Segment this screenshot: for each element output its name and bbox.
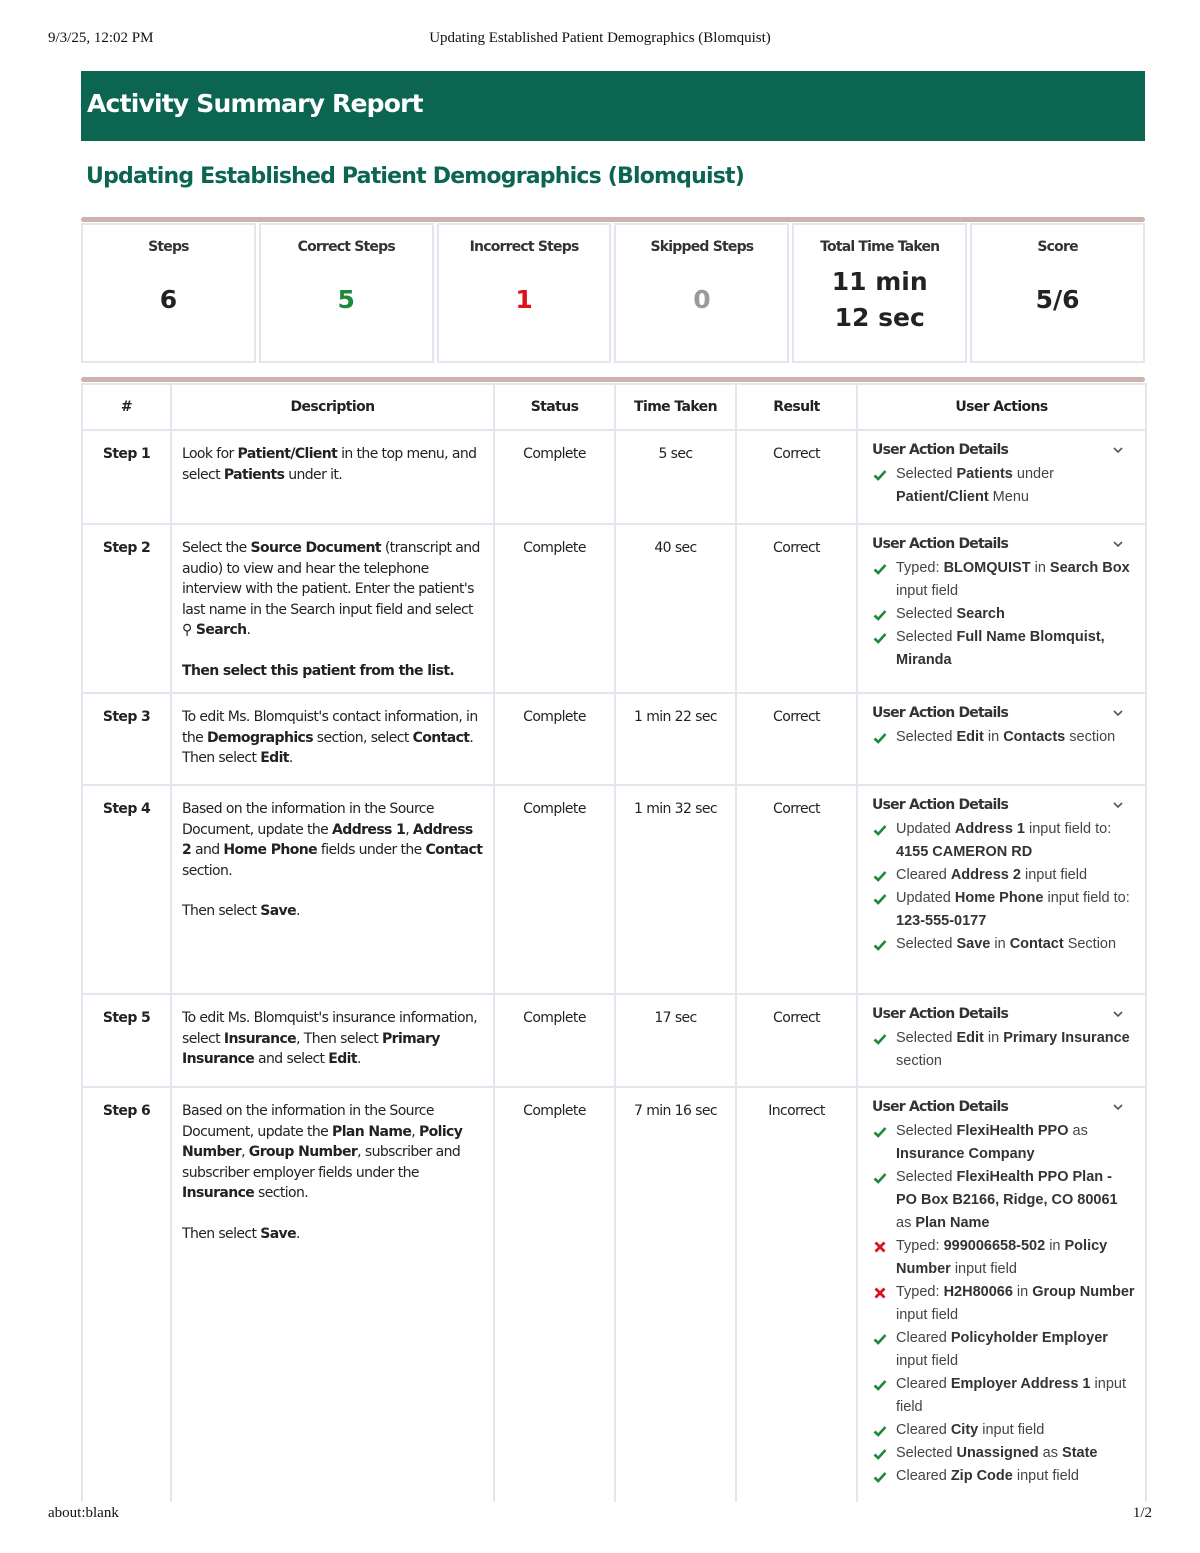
step-result: Correct — [736, 524, 857, 693]
description-text: section. — [182, 862, 233, 879]
table-row — [82, 994, 1146, 1087]
action-item — [872, 1442, 1135, 1465]
action-text: Cleared — [896, 1376, 951, 1392]
description-text: Contact — [425, 842, 483, 858]
step-result: Correct — [736, 994, 857, 1087]
action-text: Search Box — [1049, 560, 1130, 576]
check-icon — [873, 631, 887, 645]
action-text: Zip Code — [950, 1468, 1013, 1484]
step-time: 40 sec — [615, 524, 736, 693]
summary-label: Score — [1037, 239, 1078, 255]
print-url: about:blank — [48, 1505, 119, 1521]
action-item — [872, 1327, 1135, 1373]
col-header-description: Description — [171, 384, 494, 430]
description-text: To edit Ms. Blomquist's contact information, in the — [182, 709, 478, 746]
step-status: Complete — [494, 524, 615, 693]
action-text: 4155 CAMERON RD — [896, 844, 1033, 860]
user-action-details-label: User Action Details — [872, 796, 1009, 813]
description-text: , — [241, 1144, 249, 1160]
description-text: Address 1 — [332, 821, 406, 838]
description-text: Group Number — [248, 1144, 358, 1160]
description-text: Patients — [223, 466, 285, 483]
action-text: Updated — [896, 890, 955, 906]
description-text: ⚲ Search — [182, 622, 247, 638]
description-text: Save — [260, 1225, 296, 1242]
summary-label: Skipped Steps — [650, 239, 754, 255]
action-text: input field — [1020, 867, 1088, 883]
step-time: 1 min 32 sec — [615, 785, 736, 994]
action-text: in — [983, 729, 1004, 745]
description-text: , — [405, 821, 413, 838]
step-number: Step 1 — [82, 430, 171, 524]
action-text: Typed: — [896, 1238, 944, 1254]
check-icon — [873, 608, 887, 622]
step-status: Complete — [494, 994, 615, 1087]
chevron-down-icon[interactable] — [1113, 445, 1123, 455]
action-item — [872, 557, 1135, 603]
action-text: input field — [896, 1353, 959, 1369]
step-user-actions — [857, 693, 1146, 785]
description-text: Insurance — [182, 1185, 255, 1201]
description-paragraph — [182, 1101, 483, 1204]
action-text: as — [1068, 1123, 1088, 1139]
step-number: Step 6 — [82, 1087, 171, 1502]
action-text: Insurance Company — [896, 1146, 1035, 1162]
description-text: Select the — [182, 540, 251, 556]
action-list — [872, 1027, 1135, 1073]
description-text: Based on the information in the Source Document, update the — [182, 801, 434, 838]
action-text: section — [896, 1053, 942, 1069]
action-text: Contact — [1009, 936, 1064, 952]
description-text: . — [288, 750, 293, 766]
description-text: under it. — [284, 466, 343, 483]
check-icon — [873, 1378, 887, 1392]
print-title: Updating Established Patient Demographics (Blomquist) — [429, 30, 771, 46]
action-text: Typed: — [896, 1284, 944, 1300]
action-text: Home Phone — [954, 890, 1044, 906]
description-text: Demographics — [207, 729, 313, 746]
action-text: Cleared — [896, 1330, 951, 1346]
action-text: H2H80066 — [943, 1284, 1013, 1300]
action-text: Policyholder Employer — [950, 1330, 1108, 1346]
step-status: Complete — [494, 785, 615, 994]
user-action-details-toggle[interactable] — [872, 1003, 1135, 1025]
user-action-details-label: User Action Details — [872, 1098, 1009, 1115]
steps-table — [81, 383, 1147, 1502]
description-text: Plan Name — [332, 1123, 412, 1140]
col-header-status: Status — [494, 384, 615, 430]
check-icon — [873, 823, 887, 837]
user-action-details-label: User Action Details — [872, 704, 1009, 721]
action-text: Plan Name — [915, 1215, 990, 1231]
check-icon — [873, 1032, 887, 1046]
action-text: as — [1038, 1445, 1063, 1461]
user-action-details-label: User Action Details — [872, 441, 1009, 458]
description-text: Source Document — [250, 540, 381, 556]
step-description — [171, 994, 494, 1087]
action-text: Employer Address 1 — [950, 1376, 1091, 1392]
action-item — [872, 1166, 1135, 1235]
action-text: input field — [950, 1261, 1017, 1277]
action-text: City — [950, 1422, 979, 1438]
action-text: in — [1045, 1238, 1065, 1254]
action-text: Selected — [896, 1169, 957, 1185]
description-text: Address 2 — [182, 821, 473, 858]
print-footer — [48, 1505, 1152, 1525]
step-number: Step 4 — [82, 785, 171, 994]
summary-incorrect — [437, 223, 612, 363]
summary-value: 11 min 12 sec — [831, 267, 928, 332]
chevron-down-icon[interactable] — [1113, 1009, 1123, 1019]
action-list — [872, 726, 1135, 749]
user-action-details-toggle[interactable] — [872, 1096, 1135, 1118]
table-row — [82, 693, 1146, 785]
action-item — [872, 1120, 1135, 1166]
summary-skipped — [614, 223, 789, 363]
action-text: Selected — [896, 729, 957, 745]
action-text: Patient/Client — [896, 489, 989, 505]
step-description — [171, 693, 494, 785]
action-text: 999006658-502 — [943, 1238, 1046, 1254]
step-user-actions — [857, 994, 1146, 1087]
summary-label: Steps — [148, 239, 189, 255]
action-text: Selected — [896, 936, 957, 952]
step-time: 17 sec — [615, 994, 736, 1087]
action-text: FlexiHealth PPO Plan - PO Box B2166, Ridge, CO 80061 — [896, 1169, 1118, 1208]
action-item — [872, 626, 1135, 672]
action-item — [872, 1465, 1135, 1488]
activity-title: Updating Established Patient Demographics (Blomquist) — [86, 164, 744, 189]
step-result: Correct — [736, 785, 857, 994]
description-paragraph — [182, 901, 483, 922]
description-text: Primary Insurance — [182, 1030, 440, 1067]
action-text: in — [1030, 560, 1050, 576]
cross-icon — [873, 1240, 887, 1254]
action-text: in — [1012, 1284, 1033, 1300]
action-text: Selected — [896, 1030, 957, 1046]
description-text: Contact — [412, 729, 470, 746]
description-text: section, select — [312, 729, 413, 746]
print-header — [48, 30, 1152, 50]
step-status: Complete — [494, 693, 615, 785]
chevron-down-icon[interactable] — [1113, 1102, 1123, 1112]
description-text: . — [295, 903, 300, 919]
action-text: FlexiHealth PPO — [956, 1123, 1069, 1139]
col-header-result: Result — [736, 384, 857, 430]
action-text: input field — [896, 1307, 959, 1323]
description-text: in the top menu, and select — [182, 446, 477, 483]
description-text: Patient/Client — [237, 446, 338, 462]
description-text: fields under the — [317, 842, 426, 858]
description-text: (transcript and audio) to view and hear the telephone interview with the patient. Enter the patient's last name in the Search input field and select — [182, 540, 480, 618]
description-text: . Then select — [182, 729, 474, 766]
description-text: Save — [260, 903, 296, 919]
step-result: Correct — [736, 693, 857, 785]
description-paragraph — [182, 1008, 483, 1070]
action-text: Search — [956, 606, 1005, 622]
step-description — [171, 524, 494, 693]
description-text: Insurance — [223, 1030, 297, 1047]
action-item — [872, 933, 1135, 956]
description-text: , — [411, 1123, 419, 1140]
description-text: Home Phone — [223, 842, 318, 858]
action-item — [872, 603, 1135, 626]
action-text: section — [1065, 729, 1116, 745]
action-text: Edit — [956, 729, 984, 745]
step-time: 1 min 22 sec — [615, 693, 736, 785]
action-list — [872, 1120, 1135, 1488]
description-paragraph — [182, 444, 483, 485]
action-text: input field — [896, 1376, 1126, 1415]
check-icon — [873, 938, 887, 952]
action-item — [872, 1419, 1135, 1442]
action-text: 123-555-0177 — [896, 913, 987, 929]
summary-label: Correct Steps — [297, 239, 395, 255]
check-icon — [873, 562, 887, 576]
step-number: Step 2 — [82, 524, 171, 693]
description-text: Based on the information in the Source Document, update the — [182, 1103, 434, 1140]
action-item — [872, 864, 1135, 887]
table-row — [82, 430, 1146, 524]
action-item — [872, 1235, 1135, 1281]
action-text: Cleared — [896, 1468, 951, 1484]
check-icon — [873, 1447, 887, 1461]
description-text: Then select — [182, 903, 261, 919]
action-text: Selected — [896, 606, 957, 622]
summary-value: 1 — [515, 285, 533, 314]
user-action-details-toggle[interactable] — [872, 794, 1135, 816]
summary-score — [970, 223, 1145, 363]
action-text: input field to: — [1024, 821, 1112, 837]
action-text: input field — [1012, 1468, 1079, 1484]
print-date: 9/3/25, 12:02 PM — [48, 30, 154, 46]
step-status: Complete — [494, 430, 615, 524]
description-text: , subscriber and subscriber employer fields under the — [182, 1144, 461, 1181]
action-text: BLOMQUIST — [943, 560, 1031, 576]
user-action-details-label: User Action Details — [872, 1005, 1009, 1022]
description-text: . — [246, 622, 251, 638]
summary-value: 5 — [337, 285, 355, 314]
step-time: 7 min 16 sec — [615, 1087, 736, 1502]
report-banner — [81, 71, 1145, 141]
action-item — [872, 887, 1135, 933]
action-item — [872, 1027, 1135, 1073]
description-paragraph — [182, 799, 483, 881]
action-item — [872, 463, 1135, 509]
col-header-number: # — [82, 384, 171, 430]
check-icon — [873, 1470, 887, 1484]
user-action-details-toggle[interactable] — [872, 439, 1135, 461]
action-text: Selected — [896, 1445, 957, 1461]
step-description — [171, 430, 494, 524]
summary-steps — [81, 223, 256, 363]
step-user-actions — [857, 430, 1146, 524]
details-divider — [81, 377, 1145, 382]
action-text: Patients — [956, 466, 1013, 482]
check-icon — [873, 1332, 887, 1346]
step-result: Incorrect — [736, 1087, 857, 1502]
description-text: Look for — [182, 446, 238, 462]
action-text: in — [990, 936, 1010, 952]
summary-label: Incorrect Steps — [469, 239, 579, 255]
action-text: Unassigned — [956, 1445, 1039, 1461]
summary-value: 0 — [693, 285, 711, 314]
action-text: Policy Number — [896, 1238, 1108, 1277]
action-text: Save — [956, 936, 991, 952]
step-description — [171, 785, 494, 994]
action-text: Updated — [896, 821, 955, 837]
summary-table — [78, 223, 1148, 363]
action-text: Address 1 — [954, 821, 1025, 837]
action-item — [872, 818, 1135, 864]
action-text: Menu — [988, 489, 1029, 505]
summary-time — [792, 223, 967, 363]
description-paragraph — [182, 538, 483, 641]
action-list — [872, 818, 1135, 956]
action-text: Full Name Blomquist, Miranda — [896, 629, 1105, 668]
col-header-user-actions: User Actions — [857, 384, 1146, 430]
description-text: To edit Ms. Blomquist's insurance information, select — [182, 1010, 478, 1047]
action-text: Selected — [896, 1123, 957, 1139]
action-text: Section — [1063, 936, 1117, 952]
summary-divider — [81, 217, 1145, 222]
description-text: and — [191, 842, 224, 858]
action-text: input field — [978, 1422, 1045, 1438]
action-text: input field to: — [1043, 890, 1130, 906]
action-text: Cleared — [896, 1422, 951, 1438]
description-paragraph — [182, 661, 483, 682]
check-icon — [873, 468, 887, 482]
step-user-actions — [857, 524, 1146, 693]
table-row — [82, 1087, 1146, 1502]
table-row — [82, 524, 1146, 693]
description-paragraph — [182, 1224, 483, 1245]
check-icon — [873, 731, 887, 745]
action-text: Typed: — [896, 560, 944, 576]
check-icon — [873, 869, 887, 883]
action-text: Address 2 — [950, 867, 1021, 883]
action-item — [872, 1373, 1135, 1419]
description-text: Policy Number — [182, 1123, 463, 1160]
chevron-down-icon[interactable] — [1113, 800, 1123, 810]
check-icon — [873, 1424, 887, 1438]
description-text: Edit — [328, 1051, 357, 1067]
summary-value: 5/6 — [1035, 285, 1080, 314]
step-number: Step 5 — [82, 994, 171, 1087]
description-text: and select — [254, 1051, 329, 1067]
banner-title: Activity Summary Report — [87, 89, 423, 118]
table-row — [82, 785, 1146, 994]
action-text: Group Number — [1032, 1284, 1135, 1300]
user-action-details-toggle[interactable] — [872, 702, 1135, 724]
summary-value: 6 — [159, 285, 178, 314]
action-text: under — [1012, 466, 1055, 482]
step-description — [171, 1087, 494, 1502]
chevron-down-icon[interactable] — [1113, 708, 1123, 718]
action-list — [872, 557, 1135, 672]
action-text: input field — [896, 583, 959, 599]
step-status: Complete — [494, 1087, 615, 1502]
description-text: . — [295, 1225, 300, 1242]
cross-icon — [873, 1286, 887, 1300]
user-action-details-toggle[interactable] — [872, 533, 1135, 555]
step-user-actions — [857, 1087, 1146, 1502]
summary-label: Total Time Taken — [820, 239, 940, 255]
description-text: Then select — [182, 1225, 261, 1242]
description-paragraph — [182, 707, 483, 769]
action-text: as — [896, 1215, 916, 1231]
table-header-row — [82, 384, 1146, 430]
action-text: Contacts — [1003, 729, 1066, 745]
action-text: Selected — [896, 466, 957, 482]
description-text: , Then select — [296, 1030, 382, 1047]
action-text: Primary Insurance — [1003, 1030, 1130, 1046]
check-icon — [873, 1125, 887, 1139]
step-result: Correct — [736, 430, 857, 524]
step-number: Step 3 — [82, 693, 171, 785]
chevron-down-icon[interactable] — [1113, 539, 1123, 549]
col-header-time: Time Taken — [615, 384, 736, 430]
check-icon — [873, 1171, 887, 1185]
description-text: Then select this patient from the list. — [182, 662, 455, 679]
action-text: Edit — [956, 1030, 984, 1046]
action-text: in — [983, 1030, 1004, 1046]
action-item — [872, 1281, 1135, 1327]
action-item — [872, 726, 1135, 749]
check-icon — [873, 892, 887, 906]
step-time: 5 sec — [615, 430, 736, 524]
step-user-actions — [857, 785, 1146, 994]
action-text: State — [1062, 1445, 1098, 1461]
action-list — [872, 463, 1135, 509]
page-number: 1/2 — [1132, 1505, 1152, 1521]
description-text: section. — [254, 1185, 309, 1201]
summary-correct — [259, 223, 434, 363]
description-text: Edit — [260, 750, 289, 766]
action-text: Cleared — [896, 867, 951, 883]
user-action-details-label: User Action Details — [872, 535, 1009, 552]
action-text: Selected — [896, 629, 957, 645]
description-text: . — [356, 1051, 361, 1067]
